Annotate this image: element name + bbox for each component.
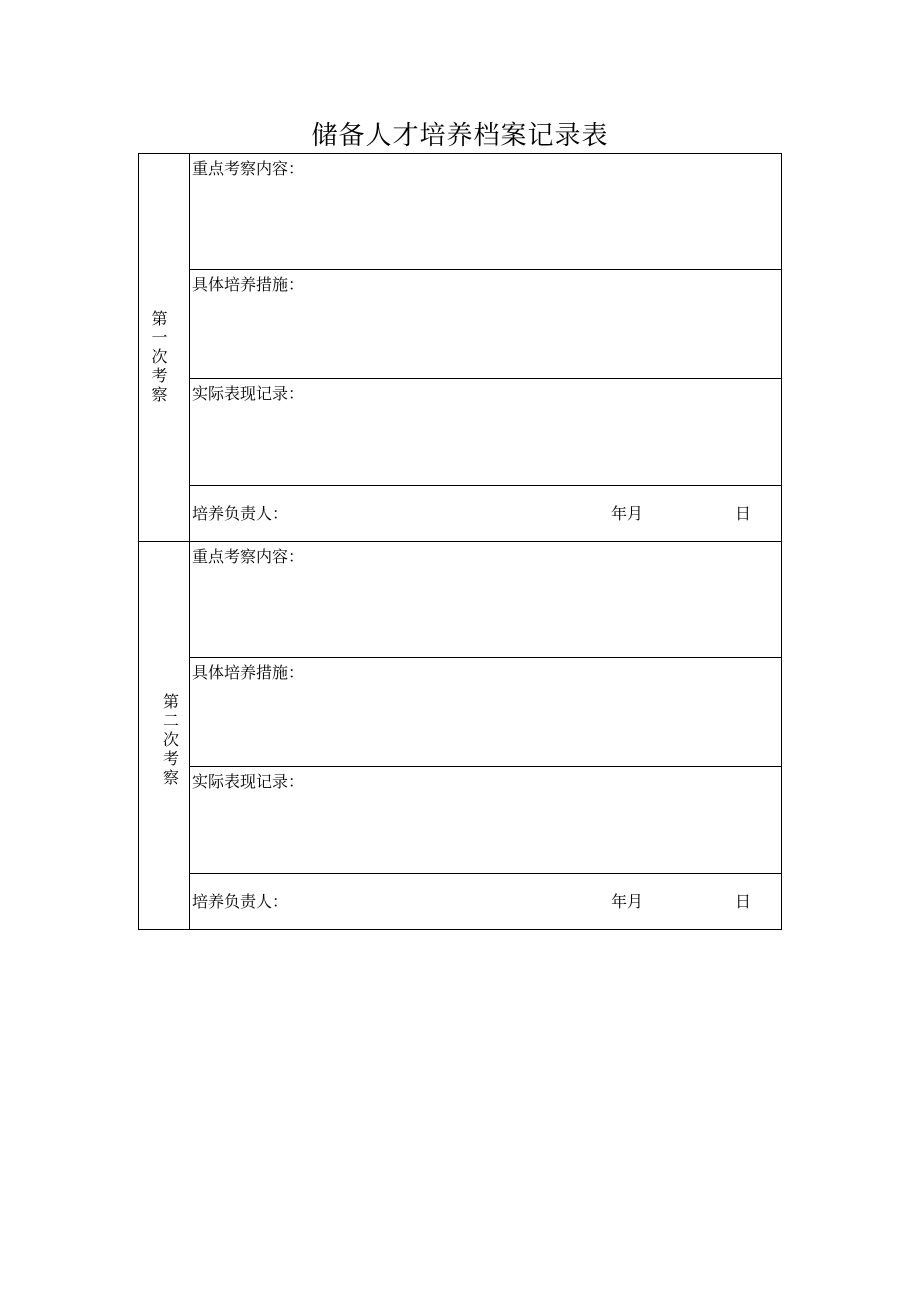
second-inspection-content-row [139,542,782,658]
second-inspection-measure-field[interactable] [190,658,782,767]
day-label: 日 [735,892,752,911]
first-inspection-measure-field[interactable] [190,270,782,379]
second-inspection-measure-row [139,658,782,767]
key-inspection-content-label: 重点考察内容： [192,159,305,178]
year-month-label: 年月 [611,504,644,523]
second-inspection-record-field[interactable] [190,767,782,874]
first-inspection-measure-row [139,270,782,379]
responsible-person-label: 培养负责人： [192,892,289,911]
second-inspection-side-cell [139,542,190,930]
first-inspection-content-row [139,154,782,270]
performance-record-label: 实际表现记录： [192,384,305,403]
record-table [138,153,782,930]
second-inspection-sign-row [139,874,782,930]
training-measures-label: 具体培养措施： [192,275,305,294]
second-inspection-record-row [139,767,782,874]
second-inspection-content-field[interactable] [190,542,782,658]
first-inspection-side-cell [139,154,190,542]
first-inspection-side-label: 第一次考察 [151,309,168,404]
performance-record-label: 实际表现记录： [192,772,305,791]
first-inspection-sign-row [139,486,782,542]
first-inspection-sign-field[interactable] [190,486,782,542]
key-inspection-content-label: 重点考察内容： [192,547,305,566]
first-inspection-record-row [139,379,782,486]
first-inspection-record-field[interactable] [190,379,782,486]
training-measures-label: 具体培养措施： [192,663,305,682]
second-inspection-side-label: 第二次考察 [162,692,179,787]
page-title: 储备人才培养档案记录表 [311,121,609,151]
responsible-person-label: 培养负责人： [192,504,289,523]
second-inspection-sign-field[interactable] [190,874,782,930]
first-inspection-content-field[interactable] [190,154,782,270]
year-month-label: 年月 [611,892,644,911]
day-label: 日 [735,504,752,523]
